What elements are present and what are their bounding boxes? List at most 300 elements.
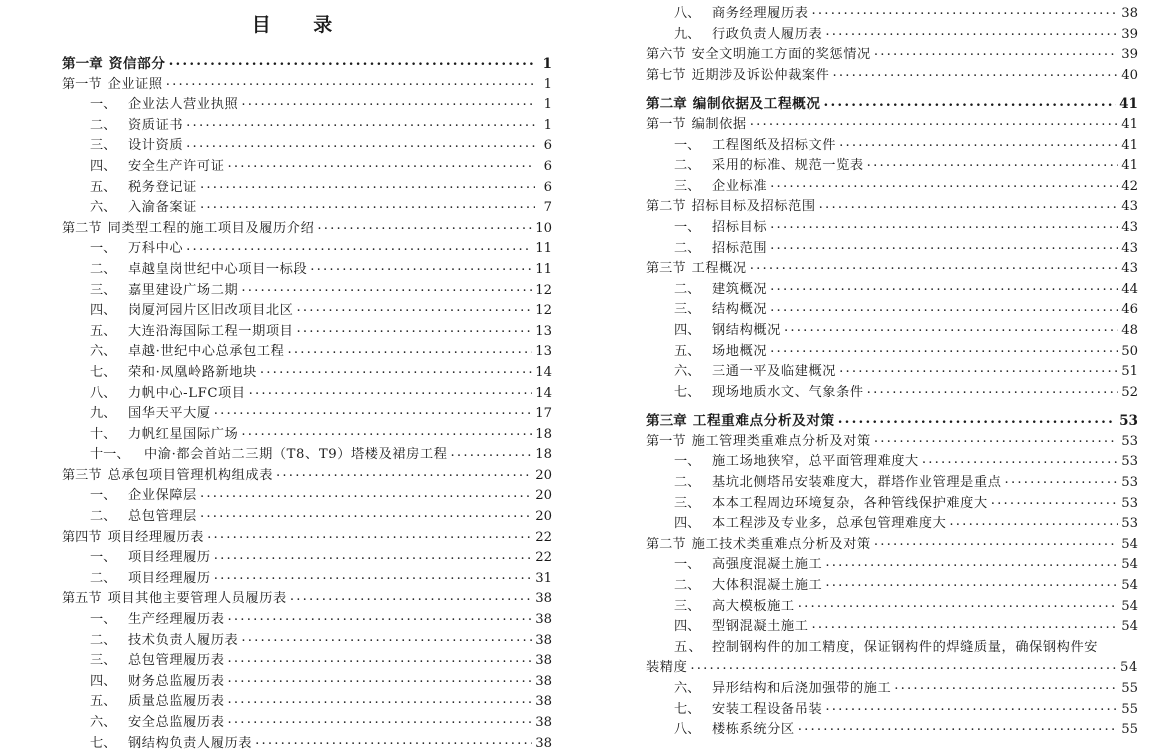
toc-leader-dots <box>296 304 532 318</box>
toc-page-number: 54 <box>1121 578 1138 594</box>
toc-leader-dots <box>186 119 535 133</box>
toc-entry-number: 九、 <box>674 26 701 42</box>
toc-entry-label: 钢结构负责人履历表 <box>128 735 253 751</box>
toc-leader-dots <box>770 180 1118 194</box>
toc-entry-chapter[interactable] <box>62 54 552 75</box>
toc-leader-dots <box>812 7 1119 21</box>
toc-entry-number: 第一节 <box>646 433 686 449</box>
toc-entry-number: 八、 <box>674 6 701 21</box>
toc-entry-label: 招标目标及招标范围 <box>691 199 816 215</box>
toc-entry-item[interactable] <box>62 507 552 528</box>
toc-entry-label: 楼栋系统分区 <box>712 722 795 738</box>
toc-page-number: 14 <box>535 385 552 401</box>
toc-entry-label: 招标范围 <box>712 240 768 256</box>
toc-leader-dots <box>255 737 532 751</box>
toc-entry-number: 五、 <box>90 694 117 710</box>
toc-entry-number: 十、 <box>90 426 117 442</box>
toc-entry-label: 施工场地狭窄，总平面管理难度大 <box>712 454 919 470</box>
toc-entry-number: 三、 <box>90 653 117 669</box>
toc-page-number: 44 <box>1121 281 1138 297</box>
toc-leader-dots <box>241 284 532 298</box>
toc-entry-item[interactable] <box>646 156 1138 177</box>
toc-entry-label: 高大模板施工 <box>712 598 795 614</box>
toc-entry-label: 基坑北侧塔吊安装难度大，群塔作业管理是重点 <box>712 475 1002 491</box>
toc-entry-label: 施工技术类重难点分析及对策 <box>691 536 871 552</box>
toc-entry-number: 二、 <box>674 578 701 594</box>
toc-page-number: 14 <box>535 364 552 380</box>
toc-entry-item[interactable] <box>62 425 552 446</box>
toc-entry-item[interactable] <box>646 4 1138 25</box>
toc-entry-number: 四、 <box>674 619 701 635</box>
toc-leader-dots <box>750 118 1119 132</box>
toc-entry-label: 安装工程设备吊装 <box>712 701 823 717</box>
toc-entry-item[interactable] <box>646 494 1138 515</box>
toc-entry-number: 八、 <box>674 722 701 738</box>
toc-entry-label: 万科中心 <box>128 241 184 257</box>
toc-page-number: 11 <box>535 261 552 277</box>
toc-page-number: 38 <box>535 632 552 648</box>
toc-page-number: 11 <box>535 241 552 257</box>
toc-entry-number: 五、 <box>90 179 117 195</box>
toc-entry-label: 项目经理履历 <box>128 550 211 566</box>
toc-leader-dots <box>874 435 1118 449</box>
toc-entry-number: 第三节 <box>62 467 102 483</box>
toc-entry-number: 二、 <box>674 281 701 297</box>
toc-page-number: 7 <box>543 200 552 216</box>
toc-entry-label: 现场地质水文、气象条件 <box>712 384 864 400</box>
toc-leader-dots <box>839 365 1118 379</box>
toc-entry-number: 第二节 <box>646 199 686 215</box>
toc-entry-item[interactable] <box>646 177 1138 198</box>
toc-entry-label: 控制钢构件的加工精度，保证钢构件的焊缝质量，确保钢构件安 <box>712 639 1099 655</box>
toc-leader-dots <box>770 283 1118 297</box>
toc-entry-number: 第一章 <box>62 56 103 72</box>
toc-entry-label: 安全生产许可证 <box>128 158 225 174</box>
toc-page-number: 38 <box>535 735 552 751</box>
toc-entry-number: 九、 <box>90 406 117 422</box>
toc-entry-item[interactable] <box>62 342 552 363</box>
toc-page-number: 43 <box>1121 199 1138 215</box>
toc-entry-item[interactable] <box>646 473 1138 494</box>
toc-entry-label: 生产经理履历表 <box>128 612 225 628</box>
toc-page-number: 43 <box>1121 219 1138 235</box>
toc-entry-label: 企业标准 <box>712 178 768 194</box>
toc-leader-dots <box>241 634 532 648</box>
toc-entry-number: 六、 <box>674 364 701 380</box>
toc-leader-dots <box>770 345 1118 359</box>
toc-leader-dots <box>867 159 1119 173</box>
toc-entry-chapter[interactable] <box>646 94 1138 115</box>
toc-entry-item[interactable] <box>646 218 1138 239</box>
toc-entry-item[interactable] <box>62 692 552 713</box>
toc-entry-section[interactable] <box>62 589 552 610</box>
toc-entry-label: 力帆中心-LFC项目 <box>128 385 246 401</box>
toc-entry-number: 八、 <box>90 385 117 401</box>
toc-entry-section[interactable] <box>646 66 1138 87</box>
toc-entry-item[interactable] <box>646 617 1138 638</box>
toc-entry-item[interactable] <box>62 281 552 302</box>
toc-entry-item[interactable] <box>62 672 552 693</box>
toc-page-number: 52 <box>1121 384 1138 400</box>
toc-entry-number: 第三节 <box>646 261 686 277</box>
toc-entry-item[interactable] <box>62 486 552 507</box>
toc-entry-number: 第二章 <box>646 96 687 113</box>
toc-page-number: 12 <box>535 303 552 319</box>
toc-entry-label: 质量总监履历表 <box>128 694 225 710</box>
toc-entry-section[interactable] <box>646 432 1138 453</box>
toc-leader-dots <box>200 181 535 195</box>
toc-entry-item[interactable] <box>646 452 1138 473</box>
toc-entry-item[interactable] <box>646 321 1138 342</box>
toc-entry-item[interactable] <box>62 384 552 405</box>
toc-entry-number: 二、 <box>674 475 701 491</box>
toc-entry-label: 岗厦河园片区旧改项目北区 <box>128 303 294 319</box>
toc-leader-dots <box>770 242 1118 256</box>
toc-entry-label: 工程图纸及招标文件 <box>712 137 837 153</box>
toc-leader-dots <box>825 703 1118 717</box>
toc-entry-number: 第一节 <box>62 76 102 92</box>
toc-page-number: 13 <box>535 323 552 339</box>
toc-entry-label: 采用的标准、规范一览表 <box>712 158 864 174</box>
toc-entry-label: 企业法人营业执照 <box>128 97 239 113</box>
toc-entry-number: 七、 <box>90 735 117 751</box>
toc-page-number: 51 <box>1121 364 1138 380</box>
toc-entry-label: 商务经理履历表 <box>712 6 809 21</box>
toc-entry-number: 三、 <box>674 178 701 194</box>
toc-page-number: 54 <box>1121 536 1138 552</box>
toc-entry-item[interactable] <box>62 569 552 590</box>
toc-page-number: 1 <box>542 56 552 72</box>
toc-leader-dots <box>249 387 533 401</box>
toc-entry-label: 本工程涉及专业多，总承包管理难度大 <box>712 516 947 532</box>
toc-leader-dots <box>228 696 533 710</box>
toc-entry-number: 第三章 <box>646 413 687 430</box>
toc-entry-label: 本本工程周边环境复杂，各种管线保护难度大 <box>712 495 988 511</box>
toc-entry-label: 企业保障层 <box>128 488 197 504</box>
toc-entry-number: 六、 <box>90 344 117 360</box>
toc-leader-dots <box>825 559 1118 573</box>
toc-leader-dots <box>228 716 533 730</box>
toc-entry-label: 总承包项目管理机构组成表 <box>107 467 274 483</box>
toc-entry-number: 五、 <box>90 323 117 339</box>
toc-entry-item[interactable] <box>62 198 552 219</box>
toc-entry-number: 第七节 <box>646 67 686 83</box>
toc-entry-item[interactable] <box>646 597 1138 618</box>
toc-entry-item[interactable] <box>646 25 1138 46</box>
toc-page-number: 38 <box>535 673 552 689</box>
toc-entry-number: 三、 <box>90 138 117 154</box>
toc-entry-item[interactable] <box>646 300 1138 321</box>
toc-leader-dots <box>207 531 532 545</box>
toc-entry-label: 项目其他主要管理人员履历表 <box>107 591 287 607</box>
toc-leader-dots <box>750 262 1119 276</box>
toc-leader-dots <box>874 538 1118 552</box>
toc-page-number: 53 <box>1119 413 1138 430</box>
toc-entry-number: 二、 <box>90 509 117 525</box>
toc-page-number: 54 <box>1121 598 1138 614</box>
toc-entry-label: 安全文明施工方面的奖惩情况 <box>691 47 871 63</box>
toc-page-number: 41 <box>1119 96 1138 113</box>
toc-leader-dots <box>824 98 1117 112</box>
toc-entry-item[interactable] <box>62 322 552 343</box>
toc-entry-item[interactable] <box>646 383 1138 404</box>
toc-leader-dots <box>1005 476 1119 490</box>
toc-leader-dots <box>241 428 532 442</box>
toc-page-number: 1 <box>543 97 552 113</box>
toc-entry-label: 行政负责人履历表 <box>712 26 823 42</box>
toc-entry-number: 第二节 <box>646 536 686 552</box>
toc-leader-dots <box>894 682 1118 696</box>
toc-entry-label: 中渝·都会首站二三期（T8、T9）塔楼及裙房工程 <box>144 447 448 463</box>
toc-entry-item[interactable] <box>646 239 1138 260</box>
toc-entry-label: 结构概况 <box>712 302 768 318</box>
toc-page-number: 48 <box>1121 322 1138 338</box>
toc-entry-number: 五、 <box>674 343 701 359</box>
toc-entry-item[interactable] <box>646 638 1138 679</box>
toc-entry-number: 二、 <box>90 570 117 586</box>
toc-page-number: 41 <box>1121 137 1138 153</box>
toc-leader-dots <box>949 518 1118 532</box>
toc-leader-dots <box>770 304 1118 318</box>
toc-entry-label: 同类型工程的施工项目及履历介绍 <box>107 220 315 236</box>
toc-leader-dots <box>241 98 535 112</box>
toc-page-number: 55 <box>1121 722 1138 738</box>
toc-entry-chapter[interactable] <box>646 411 1138 432</box>
toc-entry-number: 一、 <box>674 454 701 470</box>
toc-entry-item[interactable] <box>62 301 552 322</box>
toc-entry-item[interactable] <box>62 631 552 652</box>
toc-leader-dots <box>310 263 532 277</box>
toc-entry-label: 力帆红星国际广场 <box>128 426 239 442</box>
toc-entry-section[interactable] <box>646 259 1138 280</box>
toc-entry-section[interactable] <box>62 466 552 487</box>
toc-entry-item[interactable] <box>646 136 1138 157</box>
toc-entry-label: 工程概况 <box>691 261 747 277</box>
toc-entry-number: 七、 <box>674 701 701 717</box>
toc-entry-number: 二、 <box>90 261 117 277</box>
toc-leader-dots <box>798 723 1118 737</box>
toc-entry-label: 项目经理履历 <box>128 570 211 586</box>
toc-entry-label: 建筑概况 <box>712 281 768 297</box>
toc-leader-dots <box>166 78 535 92</box>
toc-entry-number: 三、 <box>674 302 701 318</box>
toc-entry-label: 卓越·世纪中心总承包工程 <box>128 344 285 360</box>
toc-entry-number: 第二节 <box>62 220 102 236</box>
toc-entry-number: 一、 <box>90 241 117 257</box>
toc-entry-label: 卓越皇岗世纪中心项目一标段 <box>128 261 308 277</box>
toc-entry-item[interactable] <box>62 363 552 384</box>
toc-entry-label: 招标目标 <box>712 219 768 235</box>
toc-entry-item[interactable] <box>646 362 1138 383</box>
toc-entry-number: 一、 <box>674 219 701 235</box>
toc-entry-item[interactable] <box>62 445 552 466</box>
toc-entry-section[interactable] <box>62 75 552 96</box>
toc-entry-section[interactable] <box>62 219 552 240</box>
toc-entry-item[interactable] <box>646 280 1138 301</box>
toc-entry-continuation <box>646 658 1138 679</box>
toc-page-number: 40 <box>1121 67 1138 83</box>
toc-entry-number: 四、 <box>674 516 701 532</box>
toc-entry-label: 施工管理类重难点分析及对策 <box>691 433 871 449</box>
toc-entry-number: 四、 <box>90 673 117 689</box>
toc-entry-item[interactable] <box>646 576 1138 597</box>
toc-leader-dots <box>825 28 1118 42</box>
toc-list-left <box>62 54 552 754</box>
toc-entry-label: 大连沿海国际工程一期项目 <box>128 323 294 339</box>
toc-page-number: 39 <box>1121 26 1138 42</box>
toc-entry-item[interactable] <box>62 548 552 569</box>
toc-page-number: 38 <box>1121 6 1138 21</box>
toc-entry-item[interactable] <box>62 610 552 631</box>
toc-entry-number: 一、 <box>674 137 701 153</box>
toc-entry-item[interactable] <box>646 342 1138 363</box>
toc-page-number: 46 <box>1121 302 1138 318</box>
toc-entry-number: 五、 <box>674 639 703 655</box>
toc-entry-label: 荣和·凤凰岭路新地块 <box>128 364 257 380</box>
toc-page-number: 41 <box>1121 116 1138 132</box>
toc-entry-item[interactable] <box>646 700 1138 721</box>
toc-entry-label: 技术负责人履历表 <box>128 632 239 648</box>
toc-leader-dots <box>770 221 1118 235</box>
toc-leader-dots <box>812 621 1119 635</box>
toc-page-number: 53 <box>1121 495 1138 511</box>
toc-leader-dots <box>825 579 1118 593</box>
toc-entry-number: 三、 <box>90 282 117 298</box>
toc-entry-number: 第一节 <box>646 116 686 132</box>
toc-entry-section[interactable] <box>646 45 1138 66</box>
toc-entry-number: 四、 <box>90 158 117 174</box>
toc-entry-number: 第六节 <box>646 47 686 63</box>
toc-entry-label: 型钢混凝土施工 <box>712 619 809 635</box>
toc-entry-label: 高强度混凝土施工 <box>712 557 823 573</box>
toc-entry-item[interactable] <box>62 178 552 199</box>
toc-leader-dots <box>317 222 532 236</box>
toc-page-number: 38 <box>535 612 552 628</box>
toc-entry-label: 国华天平大厦 <box>128 406 211 422</box>
toc-entry-number: 二、 <box>674 158 701 174</box>
toc-entry-number: 一、 <box>90 612 117 628</box>
toc-leader-dots <box>260 366 532 380</box>
toc-entry-item[interactable] <box>62 651 552 672</box>
toc-entry-label: 安全总监履历表 <box>128 715 225 730</box>
toc-page-number: 38 <box>535 715 552 730</box>
toc-entry-number: 四、 <box>90 303 117 319</box>
toc-entry-label: 资信部分 <box>108 56 166 72</box>
toc-entry-item[interactable] <box>646 720 1138 741</box>
toc-page-number: 22 <box>535 550 552 566</box>
toc-entry-item[interactable] <box>62 734 552 754</box>
toc-leader-dots <box>186 140 535 154</box>
toc-page-number: 53 <box>1121 454 1138 470</box>
toc-leader-dots <box>296 325 532 339</box>
toc-leader-dots <box>798 600 1118 614</box>
toc-entry-section[interactable] <box>646 197 1138 218</box>
toc-entry-label: 资质证书 <box>128 117 184 133</box>
toc-entry-item[interactable] <box>62 136 552 157</box>
toc-leader-dots <box>214 572 532 586</box>
toc-page-number: 10 <box>535 220 552 236</box>
toc-page-number: 20 <box>535 467 552 483</box>
toc-entry-label: 编制依据 <box>691 116 747 132</box>
toc-entry-item[interactable] <box>646 679 1138 700</box>
toc-entry-item[interactable] <box>62 116 552 137</box>
toc-entry-item[interactable] <box>62 260 552 281</box>
toc-entry-number: 四、 <box>674 322 701 338</box>
toc-entry-label: 嘉里建设广场二期 <box>128 282 239 298</box>
toc-page-number: 6 <box>543 138 552 154</box>
toc-entry-label: 钢结构概况 <box>712 322 781 338</box>
toc-entry-label: 总包管理层 <box>128 509 197 525</box>
toc-entry-label: 近期涉及诉讼仲裁案件 <box>691 67 830 83</box>
toc-leader-dots <box>287 346 532 360</box>
toc-entry-section[interactable] <box>646 115 1138 136</box>
toc-entry-label: 入渝备案证 <box>128 200 197 216</box>
toc-page-number: 17 <box>535 406 552 422</box>
toc-entry-item[interactable] <box>62 404 552 425</box>
toc-leader-dots <box>200 510 532 524</box>
toc-leader-dots <box>228 613 533 627</box>
toc-page-number: 13 <box>535 344 552 360</box>
toc-entry-section[interactable] <box>62 528 552 549</box>
toc-entry-label: 税务登记证 <box>128 179 197 195</box>
toc-entry-number: 三、 <box>674 495 701 511</box>
toc-page-number: 54 <box>1121 557 1138 573</box>
toc-leader-dots <box>832 69 1118 83</box>
toc-entry-item[interactable] <box>62 95 552 116</box>
toc-page-number: 55 <box>1121 681 1138 696</box>
toc-entry-number: 一、 <box>90 550 117 566</box>
toc-page-number: 6 <box>543 158 552 174</box>
toc-leader-dots <box>214 407 532 421</box>
toc-leader-dots <box>200 490 532 504</box>
toc-entry-label: 编制依据及工程概况 <box>692 96 821 113</box>
toc-page-number: 53 <box>1121 475 1138 491</box>
toc-entry-number: 六、 <box>90 715 117 730</box>
toc-page-number: 20 <box>535 509 552 525</box>
toc-entry-label: 企业证照 <box>107 76 163 92</box>
toc-entry-item[interactable] <box>646 514 1138 535</box>
toc-leader-dots <box>867 386 1119 400</box>
toc-entry-number: 二、 <box>90 632 117 648</box>
toc-entry-item[interactable] <box>646 555 1138 576</box>
toc-entry-label: 三通一平及临建概况 <box>712 364 837 380</box>
toc-entry-section[interactable] <box>646 535 1138 556</box>
toc-entry-number: 第四节 <box>62 529 102 545</box>
toc-page-number: 53 <box>1121 516 1138 532</box>
toc-entry-item[interactable] <box>62 713 552 734</box>
toc-entry-number: 一、 <box>90 488 117 504</box>
toc-leader-dots <box>838 415 1116 429</box>
toc-page-number: 22 <box>535 529 552 545</box>
toc-leader-dots <box>451 449 533 463</box>
toc-page-number: 12 <box>535 282 552 298</box>
toc-entry-number: 三、 <box>674 598 701 614</box>
toc-page-number: 18 <box>535 426 552 442</box>
toc-page-number: 54 <box>1120 660 1138 676</box>
toc-page-number: 31 <box>535 570 552 586</box>
toc-page-number: 42 <box>1121 178 1138 194</box>
toc-page-number: 39 <box>1121 47 1138 63</box>
toc-entry-item[interactable] <box>62 239 552 260</box>
toc-leader-dots <box>214 552 532 566</box>
toc-entry-item[interactable] <box>62 157 552 178</box>
toc-entry-number: 二、 <box>90 117 117 133</box>
toc-entry-number: 六、 <box>674 681 701 696</box>
toc-entry-label: 场地概况 <box>712 343 768 359</box>
toc-page-number: 38 <box>535 653 552 669</box>
toc-entry-number: 七、 <box>674 384 701 400</box>
toc-leader-dots <box>991 497 1118 511</box>
